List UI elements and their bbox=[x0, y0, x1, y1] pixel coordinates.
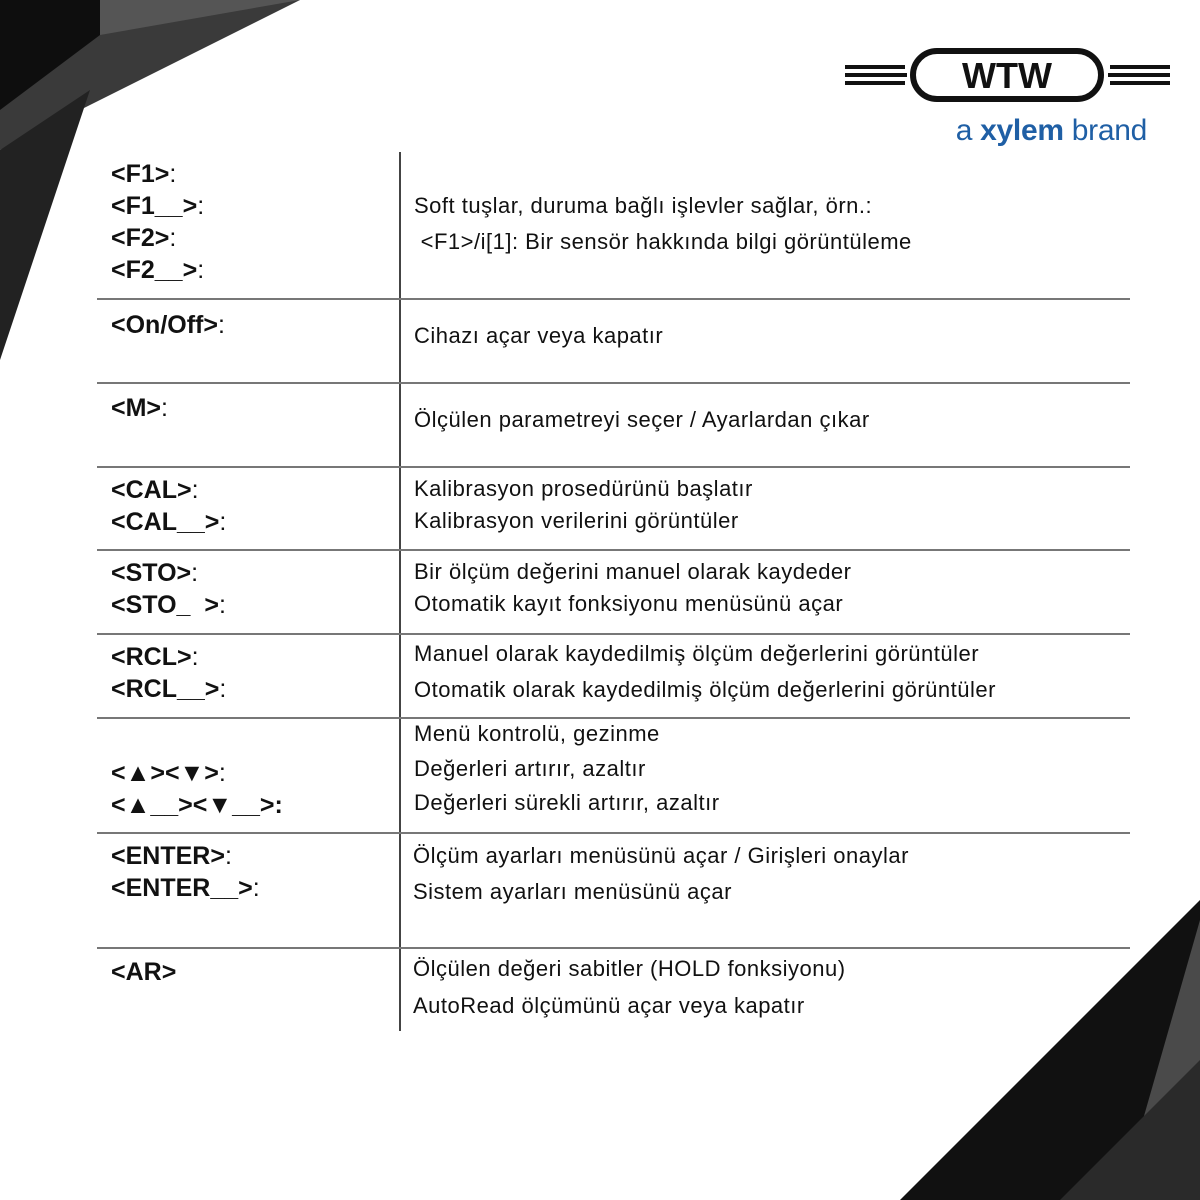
key-cell: <M>: bbox=[111, 394, 168, 422]
key-label: <ENTER__> bbox=[111, 874, 253, 902]
description-text: Otomatik olarak kaydedilmiş ölçüm değerlerini görüntüler bbox=[414, 677, 996, 702]
key-label: <F1__> bbox=[111, 192, 198, 220]
key-cell: <F1>: <F1__>: <F2>: <F2__>: bbox=[111, 160, 205, 284]
tagline-xylem: xylem bbox=[980, 114, 1064, 147]
row-divider bbox=[97, 633, 1130, 635]
key-label: <RCL> bbox=[111, 643, 192, 671]
row-divider bbox=[97, 466, 1130, 468]
description-text: Bir ölçüm değerini manuel olarak kaydeder bbox=[414, 559, 852, 584]
key-label: <F1> bbox=[111, 160, 170, 188]
row-divider bbox=[97, 549, 1130, 551]
key-cell: <RCL>: <RCL__>: bbox=[111, 643, 227, 703]
key-cell: <▲><▼>: <▲__><▼__>: bbox=[111, 759, 283, 819]
key-label: <STO_ > bbox=[111, 591, 219, 619]
description-text: Menü kontrolü, gezinme bbox=[414, 721, 660, 746]
key-cell: <CAL>: <CAL__>: bbox=[111, 476, 227, 536]
tagline-brand: brand bbox=[1071, 114, 1147, 147]
key-label: <AR> bbox=[111, 958, 177, 986]
key-label: <On/Off> bbox=[111, 311, 218, 339]
brand-tagline bbox=[956, 114, 1147, 148]
key-label: <RCL__> bbox=[111, 675, 220, 703]
description-text: <F1>/i[1]: Bir sensör hakkında bilgi görüntüleme bbox=[414, 229, 912, 254]
key-cell: <ENTER>: <ENTER__>: bbox=[111, 842, 260, 902]
row-divider bbox=[97, 717, 1130, 719]
key-label: <M> bbox=[111, 394, 162, 422]
key-cell: <STO>: <STO_ >: bbox=[111, 559, 226, 619]
logo-text: WTW bbox=[962, 55, 1052, 96]
wtw-logo bbox=[845, 45, 1170, 105]
row-divider bbox=[97, 832, 1130, 834]
description-text: Ölçüm ayarları menüsünü açar / Girişleri onaylar bbox=[413, 843, 909, 868]
description-text: Otomatik kayıt fonksiyonu menüsünü açar bbox=[414, 591, 844, 616]
description-text: Ölçülen değeri sabitler (HOLD fonksiyonu) bbox=[413, 956, 846, 981]
description-text: AutoRead ölçümünü açar veya kapatır bbox=[413, 993, 805, 1018]
description-text: Cihazı açar veya kapatır bbox=[414, 323, 664, 348]
key-cell bbox=[111, 956, 176, 988]
key-cell: <On/Off>: bbox=[111, 311, 225, 339]
description-text: Sistem ayarları menüsünü açar bbox=[413, 879, 732, 904]
row-divider bbox=[97, 947, 1130, 949]
key-label: <CAL> bbox=[111, 476, 192, 504]
description-text: Değerleri artırır, azaltır bbox=[414, 756, 646, 781]
description-text: Kalibrasyon verilerini görüntüler bbox=[414, 508, 739, 533]
row-divider bbox=[97, 382, 1130, 384]
key-label: <F2> bbox=[111, 224, 170, 252]
key-label: <F2__> bbox=[111, 256, 198, 284]
description-text: Soft tuşlar, duruma bağlı işlevler sağlar, örn.: bbox=[414, 193, 873, 218]
column-divider bbox=[399, 152, 401, 1031]
tagline-a: a bbox=[955, 114, 973, 147]
description-text: Kalibrasyon prosedürünü başlatır bbox=[414, 476, 753, 501]
description-text: Ölçülen parametreyi seçer / Ayarlardan çıkar bbox=[414, 407, 870, 432]
key-label: <▲__><▼__>: bbox=[111, 791, 283, 819]
description-text: Manuel olarak kaydedilmiş ölçüm değerlerini görüntüler bbox=[414, 641, 980, 666]
key-label: <CAL__> bbox=[111, 508, 220, 536]
description-text: Değerleri sürekli artırır, azaltır bbox=[414, 790, 720, 815]
key-label: <ENTER> bbox=[111, 842, 225, 870]
key-label: <STO> bbox=[111, 559, 192, 587]
key-label: <▲><▼> bbox=[111, 759, 219, 787]
row-divider bbox=[97, 298, 1130, 300]
